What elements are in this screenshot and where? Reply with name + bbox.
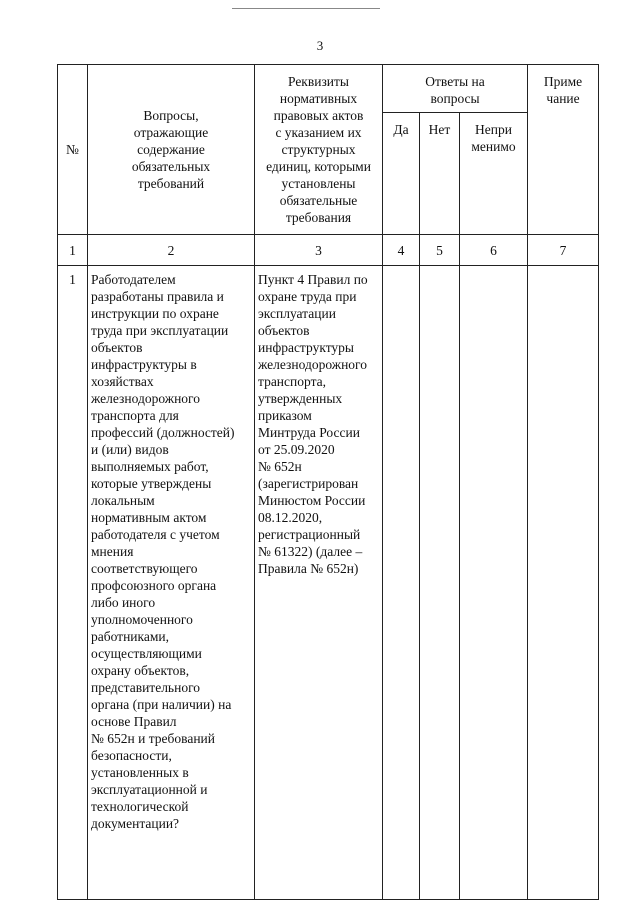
scan-top-line [232,8,380,9]
column-number: 6 [460,235,528,266]
row-requisites: Пункт 4 Правил по охране труда при эксплуатации объектов инфраструктуры железнодорожного транспорта, утвержденных приказом Минтруда России от 25.09.2020 № 652н (зарегистрирован Минюстом России 08.12.2020, регистрационный № 61322) (далее – Правила № 652н) [255,266,383,900]
answer-no-cell [420,266,460,900]
row-question: Работодателем разработаны правила и инструкции по охране труда при эксплуатации объектов инфраструктуры в хозяйствах железнодорожного транспорта для профессий (должностей) и (или) видов выполняемых работ, которые утверждены локальным нормативным актом работодателя с учетом мнения соответствующего профсоюзного органа либо иного уполномоченного работниками, осуществляющими охрану объектов, представительного органа (при наличии) на основе Правил № 652н и требований безопасности, установленных в эксплуатационной и технологической документации? [88,266,255,900]
checklist-table [57,64,599,900]
column-number: 1 [58,235,88,266]
header-not-applicable: Непри менимо [460,113,528,235]
header-answers: Ответы на вопросы [383,65,528,113]
header-no-answer: Нет [420,113,460,235]
header-requisites: Реквизиты нормативных правовых актов с указанием их структурных единиц, которыми установлены обязательные требования [255,65,383,235]
column-number: 4 [383,235,420,266]
note-cell [528,266,599,900]
header-number: № [58,65,88,235]
page-number: 3 [316,38,324,53]
column-number-row [58,235,599,266]
answer-na-cell [460,266,528,900]
answer-yes-cell [383,266,420,900]
header-yes: Да [383,113,420,235]
column-number: 7 [528,235,599,266]
header-questions: Вопросы, отражающие содержание обязательных требований [88,65,255,235]
row-number: 1 [58,266,88,900]
column-number: 5 [420,235,460,266]
header-note: Приме чание [528,65,599,235]
column-number: 3 [255,235,383,266]
table-row [58,266,599,900]
column-number: 2 [88,235,255,266]
